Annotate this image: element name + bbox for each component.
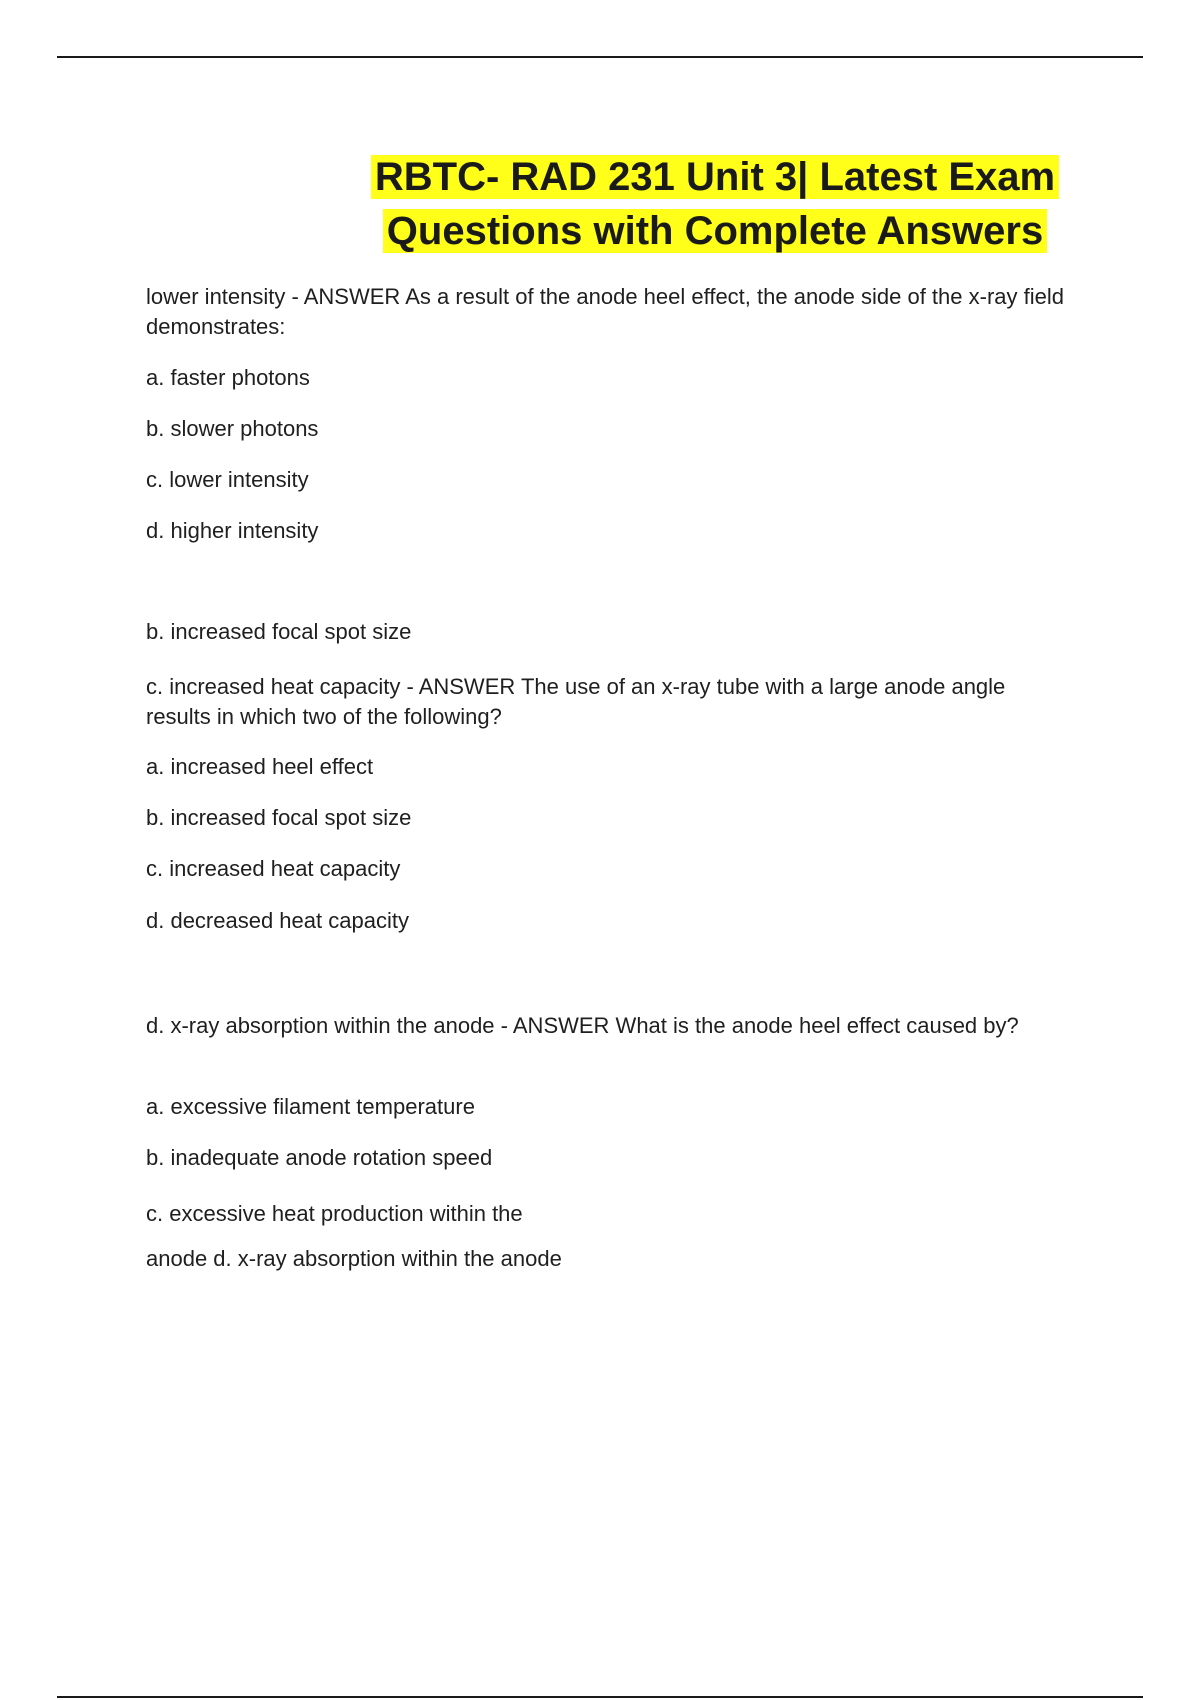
question-2-option-a: a. increased heel effect — [146, 754, 374, 779]
question-1-option-d: d. higher intensity — [146, 518, 319, 543]
question-2-option-d: d. decreased heat capacity — [146, 908, 409, 933]
question-2-option-c: c. increased heat capacity — [146, 856, 401, 881]
question-3-option-c: c. excessive heat production within the — [146, 1201, 523, 1226]
question-3-option-b: b. inadequate anode rotation speed — [146, 1145, 493, 1170]
footer-rule — [57, 1696, 1143, 1698]
question-2-prompt: c. increased heat capacity - ANSWER The use of an x-ray tube with a large anode angle results in which two of the following? — [146, 674, 1006, 729]
question-2-option-b: b. increased focal spot size — [146, 805, 412, 830]
title-line-1: RBTC- RAD 231 Unit 3| Latest Exam — [371, 155, 1059, 199]
question-1-prompt: lower intensity - ANSWER As a result of the anode heel effect, the anode side of the x-ray field demonstrates: — [146, 284, 1064, 339]
question-3-option-d: anode d. x-ray absorption within the anode — [146, 1246, 562, 1271]
question-3-option-a: a. excessive filament temperature — [146, 1094, 475, 1119]
document-title — [300, 150, 1130, 258]
question-3-prompt: d. x-ray absorption within the anode - ANSWER What is the anode heel effect caused by? — [146, 1013, 1019, 1038]
question-1-option-b: b. slower photons — [146, 416, 319, 441]
title-line-2: Questions with Complete Answers — [383, 209, 1047, 253]
question-1-option-c: c. lower intensity — [146, 467, 309, 492]
question-2-pre-answer: b. increased focal spot size — [146, 619, 412, 644]
question-1-option-a: a. faster photons — [146, 365, 310, 390]
header-rule — [57, 56, 1143, 58]
